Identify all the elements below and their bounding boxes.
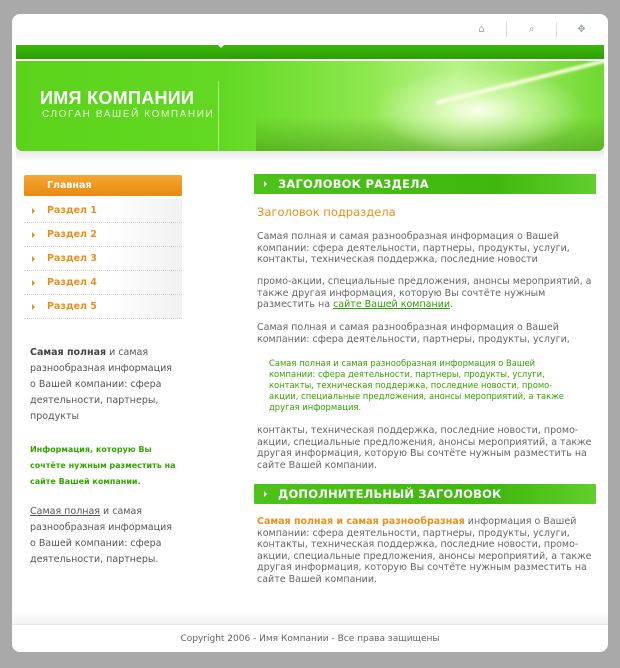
nav-item-label: Главная bbox=[47, 180, 92, 191]
company-name: ИМЯ КОМПАНИИ bbox=[40, 88, 195, 108]
paragraph-text: информация о Вашей компании: сфера деятельности, партнеры, продукты, услуги, контакты, техническая поддержка, последние новости, промо-акции, специальные предложения, анонсы мероприятий, а также другая информация, которую Вы сочтёте нужным разместить на сайте Вашей компании. bbox=[257, 516, 592, 585]
arrow-right-icon bbox=[32, 304, 35, 310]
arrow-right-icon bbox=[32, 256, 35, 262]
highlight-text: Самая полная и самая разнообразная bbox=[257, 516, 465, 527]
nav-item-label: Раздел 3 bbox=[47, 253, 97, 264]
paragraph-1: Самая полная и самая разнообразная информация о Вашей компании: сфера деятельности, партнеры, продукты, услуги, контакты, техническая поддержка, последние новости bbox=[257, 231, 570, 265]
arrow-right-icon bbox=[32, 280, 35, 286]
search-icon[interactable]: ⌕ bbox=[528, 24, 535, 35]
top-icons bbox=[475, 23, 588, 38]
notch bbox=[218, 45, 224, 48]
sidebar-text: и самая разнообразная информация о Вашей компании: сфера деятельности, партнеры. bbox=[30, 506, 172, 565]
paragraph-4: контакты, техническая поддержка, последние новости, промо-акции, специальные предложения, анонсы мероприятий, а также другая информация, которую Вы сочтёте нужным разместить на сайте Вашей компании. bbox=[257, 425, 592, 471]
sidebar-nav bbox=[24, 175, 182, 319]
nav-item-label: Раздел 2 bbox=[47, 229, 97, 240]
header-shadow bbox=[16, 151, 604, 161]
footer-shadow bbox=[12, 612, 608, 624]
nav-item-label: Раздел 1 bbox=[47, 205, 97, 216]
divider bbox=[556, 22, 557, 38]
sidebar-text: и самая разнообразная информация о Вашей компании: сфера деятельности, партнеры, продукты bbox=[30, 347, 172, 422]
arrow-right-icon bbox=[264, 181, 267, 187]
green-bar bbox=[16, 45, 604, 59]
arrow-right-icon bbox=[264, 491, 267, 497]
top-bar bbox=[12, 14, 608, 44]
section-title-2 bbox=[254, 484, 596, 504]
sidebar-text-block-1 bbox=[30, 345, 180, 425]
footer-copyright: Copyright 2006 - Имя Компании - Все права защищены bbox=[180, 634, 440, 644]
nav-item-section-2[interactable] bbox=[24, 223, 182, 247]
sidebar-green-text: Информация, которую Вы сочтёте нужным разместить на сайте Вашей компании. bbox=[30, 445, 176, 486]
company-site-link[interactable]: сайте Вашей компании bbox=[333, 299, 451, 310]
sidebar-bold: Самая полная bbox=[30, 347, 107, 358]
arrow-right-icon bbox=[32, 232, 35, 238]
paragraph-3: Самая полная и самая разнообразная информация о Вашей компании: сфера деятельности, партнеры, продукты, услуги, bbox=[257, 322, 570, 345]
section-title-text: ДОПОЛНИТЕЛЬНЫЙ ЗАГОЛОВОК bbox=[278, 487, 502, 501]
nav-item-label: Раздел 4 bbox=[47, 277, 97, 288]
main-content bbox=[254, 174, 596, 194]
paragraph-end: . bbox=[450, 299, 454, 310]
subsection-title: Заголовок подраздела bbox=[257, 205, 396, 219]
section-title-text: ЗАГОЛОВОК РАЗДЕЛА bbox=[278, 177, 429, 191]
footer-divider bbox=[12, 624, 608, 625]
nav-item-section-5[interactable] bbox=[24, 295, 182, 319]
header-banner bbox=[16, 61, 604, 151]
sitemap-icon[interactable]: ✥ bbox=[577, 24, 586, 35]
paragraph-5 bbox=[257, 516, 597, 585]
nav-item-section-3[interactable] bbox=[24, 247, 182, 271]
page bbox=[12, 14, 608, 652]
paragraph-text: промо-акции, специальные предложения, анонсы мероприятий, а также другая информация, которую Вы сочтёте нужным разместить на bbox=[257, 276, 592, 310]
divider bbox=[506, 22, 507, 38]
arrow-right-icon bbox=[32, 208, 35, 214]
company-slogan: СЛОГАН ВАШЕЙ КОМПАНИИ bbox=[42, 109, 215, 120]
paragraph-2 bbox=[257, 276, 597, 311]
nav-item-section-1[interactable] bbox=[24, 199, 182, 223]
nav-item-home[interactable] bbox=[24, 175, 182, 197]
section-title bbox=[254, 174, 596, 194]
banner-glow bbox=[376, 61, 604, 151]
banner-divider bbox=[218, 81, 219, 151]
sidebar-text-block-2 bbox=[30, 504, 180, 568]
nav-item-label: Раздел 5 bbox=[47, 301, 97, 312]
home-icon[interactable]: ⌂ bbox=[478, 24, 485, 35]
quote-block: Самая полная и самая разнообразная информация о Вашей компании: сфера деятельности, партнеры, продукты, услуги, контакты, техническая поддержка, последние новости, промо-акции, специальные предложения, анонсы мероприятий, а также другая информация. bbox=[269, 358, 564, 412]
nav-item-section-4[interactable] bbox=[24, 271, 182, 295]
main-content-2 bbox=[254, 484, 596, 504]
sidebar-link[interactable]: Самая полная bbox=[30, 506, 101, 517]
